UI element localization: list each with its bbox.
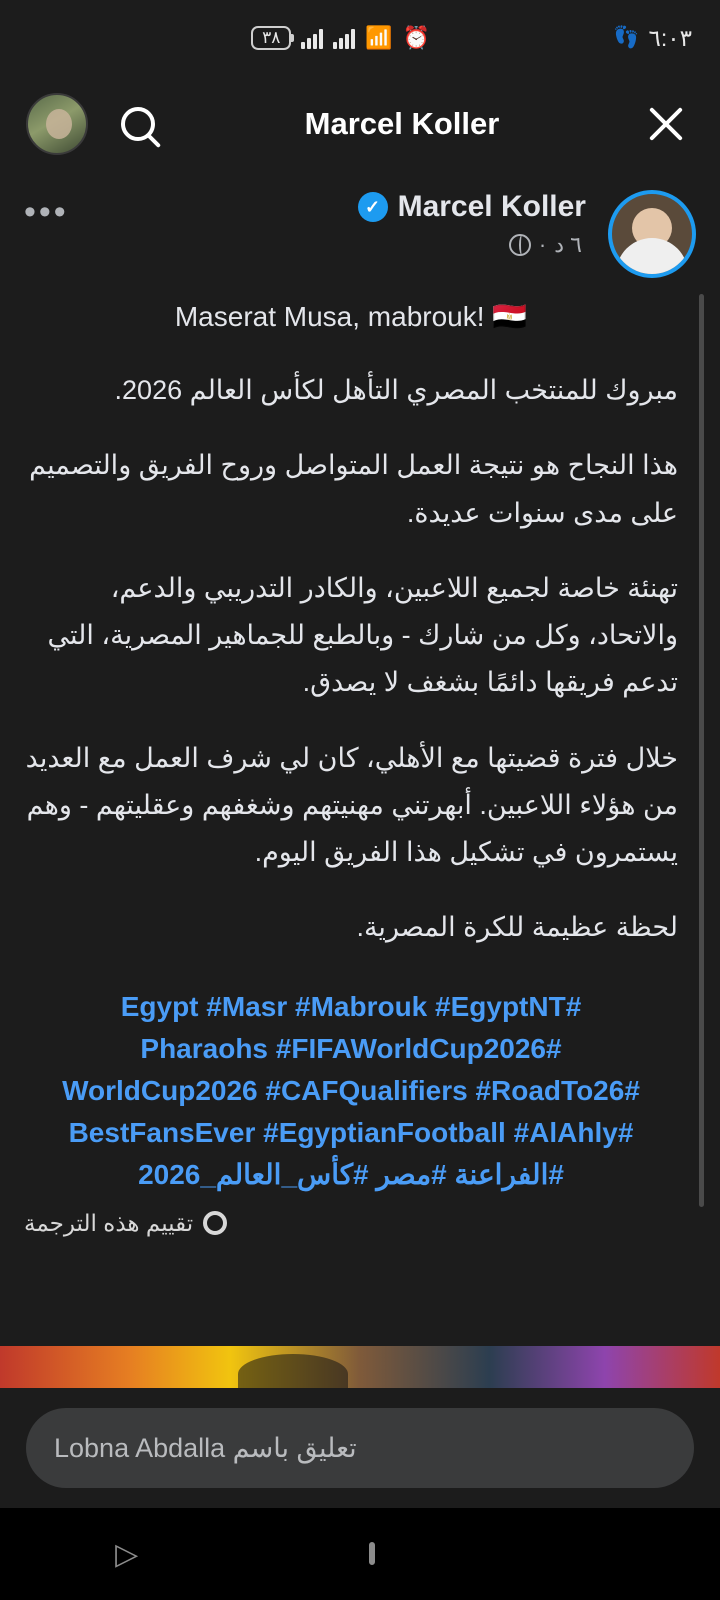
post-photo[interactable]	[0, 1346, 720, 1388]
more-options-icon[interactable]: •••	[24, 193, 69, 231]
comment-input[interactable]: تعليق باسم Lobna Abdalla	[26, 1408, 694, 1488]
comment-bar	[0, 1388, 720, 1508]
post-author-name[interactable]: Marcel Koller	[397, 190, 586, 223]
post-header	[24, 172, 696, 284]
post-container	[0, 172, 720, 1346]
post-paragraph-5: لحظة عظيمة للكرة المصرية.	[356, 912, 678, 943]
post-author-block	[98, 190, 594, 258]
back-button[interactable]	[115, 1537, 138, 1572]
hashtag-line-3[interactable]: #WorldCup2026 #CAFQualifiers #RoadTo26	[62, 1074, 640, 1106]
author-avatar[interactable]	[608, 190, 696, 278]
close-icon	[645, 103, 687, 145]
post-paragraph-1: مبروك للمنتخب المصري التأهل لكأس العالم 2026.	[114, 375, 678, 405]
post-lead-line: Maserat Musa, mabrouk! 🇪🇬	[174, 301, 528, 332]
home-button[interactable]	[369, 1545, 375, 1563]
post-meta-separator: ·	[538, 232, 547, 257]
hashtag-line-5[interactable]: #الفراعنة #مصر #كأس_العالم_2026	[138, 1158, 564, 1190]
author-name-row	[98, 190, 586, 224]
alarm-clock-icon: ⏰	[402, 25, 431, 50]
status-bar	[0, 0, 720, 76]
post-timestamp: ٦ د	[554, 232, 582, 257]
hashtag-line-1[interactable]: #Egypt #Masr #Mabrouk #EgyptNT	[120, 990, 582, 1022]
android-navigation-bar	[0, 1508, 720, 1600]
rate-translation-label[interactable]: تقييم هذه الترجمة	[24, 1209, 194, 1236]
wifi-icon: 📶	[365, 25, 393, 50]
status-bar-time: ٦:٠٣	[648, 24, 692, 51]
status-bar-right	[613, 25, 692, 52]
verified-badge-icon: ✓	[358, 192, 388, 222]
profile-avatar[interactable]	[26, 93, 88, 155]
status-bar-left	[68, 25, 613, 51]
back-triangle-icon: ▷	[115, 1537, 139, 1571]
scrollbar[interactable]	[699, 294, 704, 1207]
search-button[interactable]	[110, 96, 166, 152]
rate-translation-row[interactable]	[24, 1210, 678, 1237]
post-paragraph-4: خلال فترة قضيتها مع الأهلي، كان لي شرف العمل مع العديد من هؤلاء اللاعبين. أبهرتني مهنيتهم وشغفهم وعقليتهم - وهم يستمرون في تشكيل هذا الفريق اليوم.	[25, 742, 678, 867]
hashtag-block[interactable]	[24, 986, 678, 1196]
post-paragraph-2: هذا النجاح هو نتيجة العمل المتواصل وروح الفريق والتصميم على مدى سنوات عديدة.	[29, 450, 678, 528]
gear-icon	[203, 1211, 227, 1235]
footsteps-icon: 👣	[613, 26, 637, 49]
home-square-icon	[369, 1542, 375, 1565]
close-button[interactable]	[638, 96, 694, 152]
top-navigation-bar	[0, 76, 720, 172]
globe-icon	[509, 234, 531, 256]
signal-bars-icon-2	[333, 27, 355, 49]
search-icon	[121, 107, 155, 141]
post-body	[24, 284, 696, 1237]
post-meta-row	[98, 232, 586, 258]
signal-bars-icon	[301, 27, 323, 49]
post-paragraph-3: تهنئة خاصة لجميع اللاعبين، والكادر التدريبي والدعم، والاتحاد، وكل من شارك - وبالطبع للجماهير المصرية، التي تدعم فريقها دائمًا بشغف لا يصدق.	[47, 572, 678, 698]
battery-indicator: ٣٨	[251, 26, 291, 50]
hashtag-line-2[interactable]: #Pharaohs #FIFAWorldCup2026	[140, 1032, 562, 1064]
page-title: Marcel Koller	[304, 106, 500, 141]
hashtag-line-4[interactable]: #BestFansEver #EgyptianFootball #AlAhly	[68, 1116, 634, 1148]
